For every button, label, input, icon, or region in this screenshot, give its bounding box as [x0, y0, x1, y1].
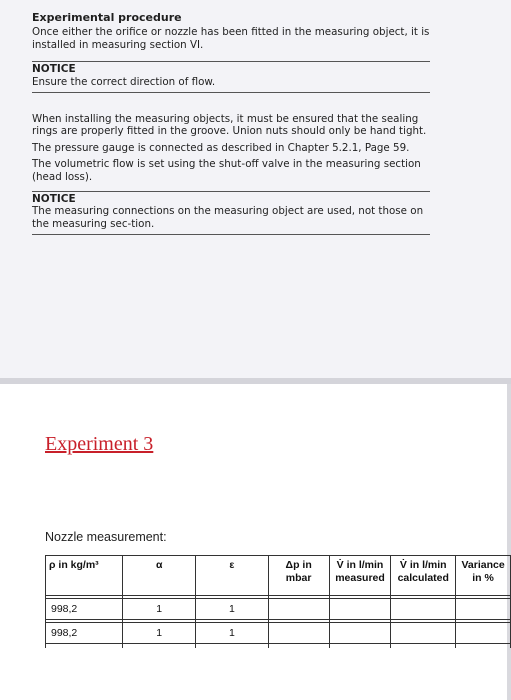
- page-edge: [507, 384, 511, 700]
- table-cell[interactable]: 998,2: [46, 599, 123, 620]
- notice-box: [32, 191, 430, 235]
- procedure-section: [32, 12, 430, 235]
- nozzle-measurement-label: Nozzle measurement:: [45, 530, 167, 544]
- experiment-title: Experiment 3: [45, 433, 154, 455]
- header-epsilon: ε: [196, 556, 269, 596]
- header-pressure-diff: Δp in mbar: [268, 556, 329, 596]
- table-cell[interactable]: [456, 623, 511, 644]
- table-cell[interactable]: 1: [123, 599, 196, 620]
- table-cell[interactable]: [329, 623, 391, 644]
- table-cell[interactable]: [391, 599, 456, 620]
- table-cell[interactable]: 998,2: [46, 623, 123, 644]
- instruction-paragraph: The volumetric flow is set using the shut-off valve in the measuring section (head loss).: [32, 158, 421, 183]
- measurement-table: [45, 555, 511, 648]
- table-cell[interactable]: [268, 623, 329, 644]
- table-cell[interactable]: [391, 623, 456, 644]
- header-flow-measured: V̇ in l/min measured: [329, 556, 391, 596]
- table-cell[interactable]: 1: [196, 623, 269, 644]
- notice-title: NOTICE: [32, 63, 76, 76]
- table-cell[interactable]: 1: [196, 599, 269, 620]
- instruction-paragraph: The pressure gauge is connected as described in Chapter 5.2.1, Page 59.: [32, 141, 410, 154]
- table-cell[interactable]: [329, 599, 391, 620]
- header-alpha: α: [123, 556, 196, 596]
- table-header-row: [46, 556, 511, 596]
- procedure-heading: Experimental procedure: [32, 11, 182, 24]
- header-density: ρ in kg/m³: [46, 556, 123, 596]
- table-cell[interactable]: [268, 599, 329, 620]
- notice-title: NOTICE: [32, 193, 76, 206]
- table-cell[interactable]: [456, 599, 511, 620]
- instruction-paragraph: When installing the measuring objects, it must be ensured that the sealing rings are properly fitted in the groove. Union nuts should only be hand tight.: [32, 113, 427, 138]
- procedure-intro: Once either the orifice or nozzle has been fitted in the measuring object, it is installed in measuring section VI.: [32, 26, 430, 51]
- table-cell[interactable]: 1: [123, 623, 196, 644]
- notice-box: [32, 61, 430, 93]
- notice-text: Ensure the correct direction of flow.: [32, 75, 216, 88]
- installation-instructions: [32, 113, 430, 183]
- notice-text: The measuring connections on the measuring object are used, not those on the measuring sec-tion.: [32, 205, 424, 230]
- table-row: [46, 599, 511, 620]
- header-variance: Variance in %: [456, 556, 511, 596]
- header-flow-calculated: V̇ in l/min calculated: [391, 556, 456, 596]
- table-row: [46, 623, 511, 644]
